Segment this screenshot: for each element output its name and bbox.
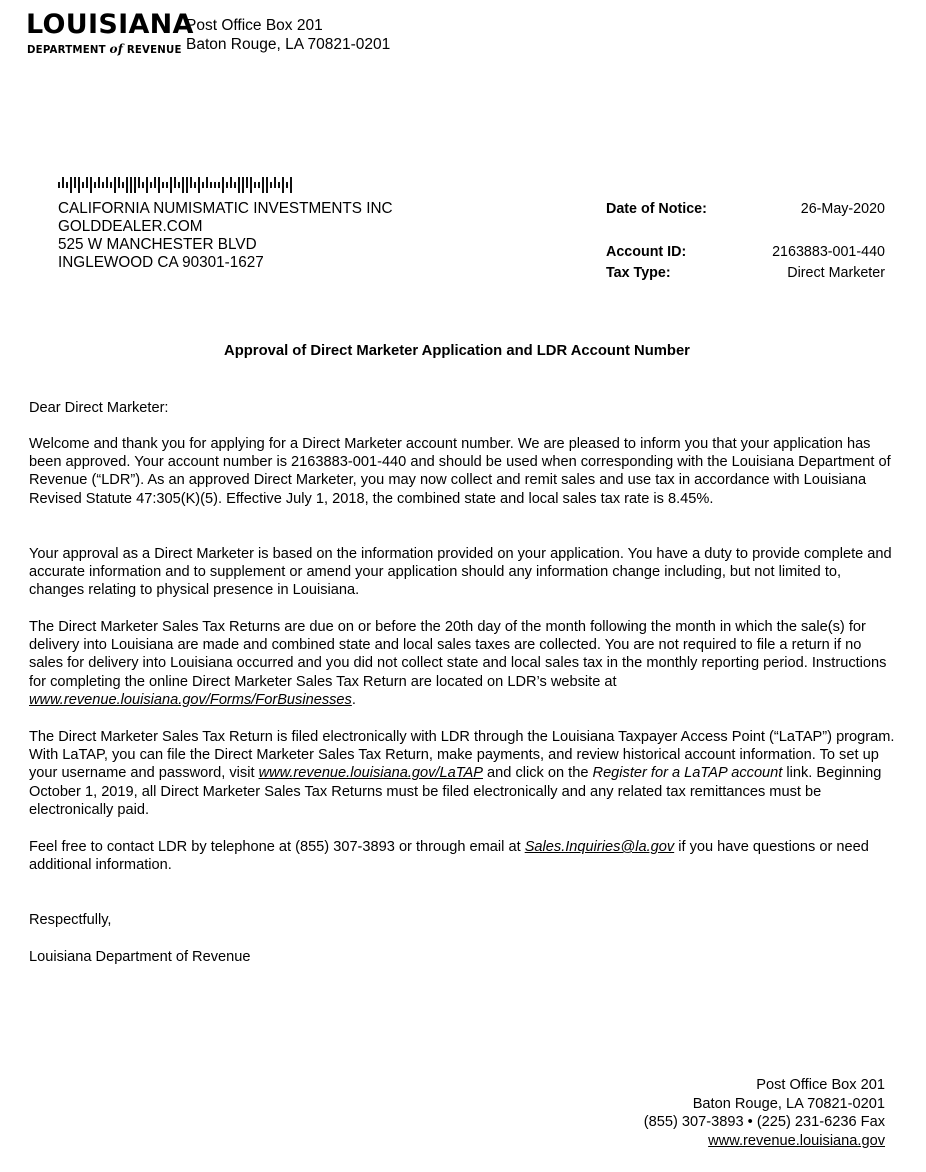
barcode-bar — [290, 177, 292, 193]
barcode-bar — [238, 177, 240, 193]
due-dates-text: The Direct Marketer Sales Tax Returns are due on or before the 20th day of the month following the month in which the sale(s) for delivery into Louisiana are made and combined state and local sales taxes are collected. You are not required to file a return if no sales for delivery into Louisiana occurred and you did not collect state and local sales tax in the monthly reporting period. Instructions for completing the online Direct Marketer Sales Tax Return are located on LDR’s website at — [29, 619, 887, 690]
closing: Respectfully, — [29, 912, 112, 928]
barcode-bar — [70, 177, 72, 193]
barcode-bar — [214, 182, 216, 188]
recipient-city-state-zip: INGLEWOOD CA 90301-1627 — [58, 254, 264, 271]
recipient-name: CALIFORNIA NUMISMATIC INVESTMENTS INC — [58, 200, 393, 217]
recipient-address — [58, 200, 393, 272]
barcode-bar — [274, 177, 276, 188]
barcode-bar — [242, 177, 244, 193]
barcode-bar — [210, 182, 212, 188]
barcode-bar — [226, 182, 228, 188]
barcode-bar — [258, 182, 260, 188]
latap-text-3: link. Beginning October 1, 2019, all Direct Marketer Sales Tax Returns must be filed electronically and any related tax remittances must be electronically paid. — [29, 765, 882, 818]
barcode-bar — [94, 182, 96, 188]
barcode-bar — [166, 182, 168, 188]
barcode-bar — [154, 177, 156, 188]
signature: Louisiana Department of Revenue — [29, 949, 251, 965]
logo-sub-of: of — [109, 42, 124, 56]
contact-text-1: Feel free to contact LDR by telephone at (855) 307-3893 or through email at — [29, 839, 525, 855]
barcode-bar — [86, 177, 88, 188]
barcode-bar — [286, 182, 288, 188]
barcode-bar — [90, 177, 92, 193]
barcode-bar — [266, 177, 268, 193]
ldr-logo-wordmark: LOUISIANA — [26, 9, 194, 40]
barcode-bar — [66, 182, 68, 188]
footer-contact — [644, 1076, 885, 1150]
barcode-bar — [98, 177, 100, 188]
barcode-bar — [174, 177, 176, 188]
forms-for-businesses-link[interactable]: www.revenue.louisiana.gov/Forms/ForBusinesses — [29, 691, 352, 708]
barcode-bar — [230, 177, 232, 188]
barcode-bar — [78, 177, 80, 193]
barcode-bar — [278, 182, 280, 188]
barcode-bar — [182, 177, 184, 193]
barcode-bar — [206, 177, 208, 188]
barcode-bar — [110, 182, 112, 188]
barcode-bar — [198, 177, 200, 193]
paragraph-approval — [29, 435, 899, 508]
barcode-bar — [222, 177, 224, 193]
latap-link[interactable]: www.revenue.louisiana.gov/LaTAP — [258, 765, 483, 782]
barcode-bar — [134, 177, 136, 193]
barcode-bar — [142, 182, 144, 188]
due-dates-end: . — [351, 691, 356, 708]
contact-text-2: if you have questions or need additional information. — [29, 839, 869, 874]
barcode-bar — [262, 177, 264, 193]
paragraph-duty — [29, 545, 899, 600]
footer-po-box: Post Office Box 201 — [756, 1077, 885, 1093]
latap-text-2: and click on the — [483, 765, 593, 782]
barcode-bar — [186, 177, 188, 193]
paragraph-latap-text — [29, 728, 899, 819]
footer-city: Baton Rouge, LA 70821-0201 — [692, 1095, 885, 1112]
barcode-bar — [282, 177, 284, 193]
barcode-bar — [102, 182, 104, 188]
footer-phone-fax: (855) 307-3893 • (225) 231-6236 Fax — [643, 1114, 885, 1130]
ldr-logo-subtitle — [27, 42, 182, 58]
tax-type-value: Direct Marketer — [787, 265, 885, 281]
footer-website-link[interactable]: www.revenue.louisiana.gov — [708, 1132, 885, 1149]
letter-title: Approval of Direct Marketer Application and LDR Account Number — [224, 343, 690, 359]
letterhead-address-line2: Baton Rouge, LA 70821-0201 — [186, 36, 391, 53]
barcode-bar — [270, 182, 272, 188]
paragraph-approval-text: Welcome and thank you for applying for a Direct Marketer account number. We are pleased to inform you that your application has been approved. Your account number is 2163883-001-440 and should be used when corresponding with the Louisiana Department of Revenue (“LDR”). As an approved Direct Marketer, you may now collect and remit sales and use tax in accordance with Louisiana Revised Statute 47:305(K)(5). Effective July 1, 2018, the combined state and local sales tax rate is 8.45%. — [29, 436, 891, 507]
paragraph-latap — [29, 728, 899, 819]
barcode-bar — [130, 177, 132, 193]
recipient-dba: GOLDDEALER.COM — [58, 218, 203, 235]
account-id-label: Account ID: — [606, 244, 687, 260]
barcode-bar — [254, 182, 256, 188]
barcode-bar — [158, 177, 160, 193]
barcode-bar — [250, 177, 252, 193]
recipient-street: 525 W MANCHESTER BLVD — [58, 236, 257, 253]
barcode-bar — [106, 177, 108, 188]
logo-sub-revenue: REVENUE — [126, 45, 182, 56]
barcode-bar — [178, 182, 180, 188]
barcode-bar — [246, 177, 248, 188]
account-id-value: 2163883-001-440 — [772, 244, 885, 260]
barcode-bar — [118, 177, 120, 188]
barcode-bar — [218, 182, 220, 188]
sales-inquiries-email-link[interactable]: Sales.Inquiries@la.gov — [524, 839, 675, 855]
barcode-bar — [194, 182, 196, 188]
barcode-bar — [190, 177, 192, 188]
postal-barcode — [58, 177, 292, 193]
barcode-bar — [126, 177, 128, 193]
date-of-notice-label: Date of Notice: — [606, 201, 707, 217]
paragraph-contact-text — [29, 838, 899, 874]
register-latap-account-text: Register for a LaTAP account — [592, 765, 783, 782]
barcode-bar — [170, 177, 172, 193]
barcode-bar — [114, 177, 116, 193]
letterhead-address-line1: Post Office Box 201 — [186, 17, 323, 34]
barcode-bar — [74, 177, 76, 188]
barcode-bar — [82, 182, 84, 188]
latap-text-1: The Direct Marketer Sales Tax Return is filed electronically with LDR through the Louisiana Taxpayer Access Point (“LaTAP”) program. With LaTAP, you can file the Direct Marketer Sales Tax Return, make payments, and review historical account information. To set up your username and password, visit — [29, 729, 895, 782]
barcode-bar — [58, 182, 60, 188]
barcode-bar — [162, 182, 164, 188]
barcode-bar — [234, 182, 236, 188]
barcode-bar — [62, 177, 64, 188]
letterhead-address — [186, 16, 390, 54]
barcode-bar — [202, 182, 204, 188]
salutation: Dear Direct Marketer: — [29, 400, 169, 416]
logo-sub-department: DEPARTMENT — [27, 45, 106, 56]
barcode-bar — [122, 182, 124, 188]
paragraph-due-dates — [29, 618, 899, 709]
paragraph-contact — [29, 838, 899, 874]
tax-type-label: Tax Type: — [606, 265, 671, 281]
paragraph-duty-text: Your approval as a Direct Marketer is based on the information provided on your application. You have a duty to provide complete and accurate information and to supplement or amend your application should any information change including, but not limited to, changes relating to physical presence in Louisiana. — [29, 546, 892, 599]
barcode-bar — [138, 177, 140, 188]
barcode-bar — [146, 177, 148, 193]
paragraph-due-dates-text — [29, 618, 899, 709]
barcode-bar — [150, 182, 152, 188]
date-of-notice-value: 26-May-2020 — [800, 201, 885, 217]
